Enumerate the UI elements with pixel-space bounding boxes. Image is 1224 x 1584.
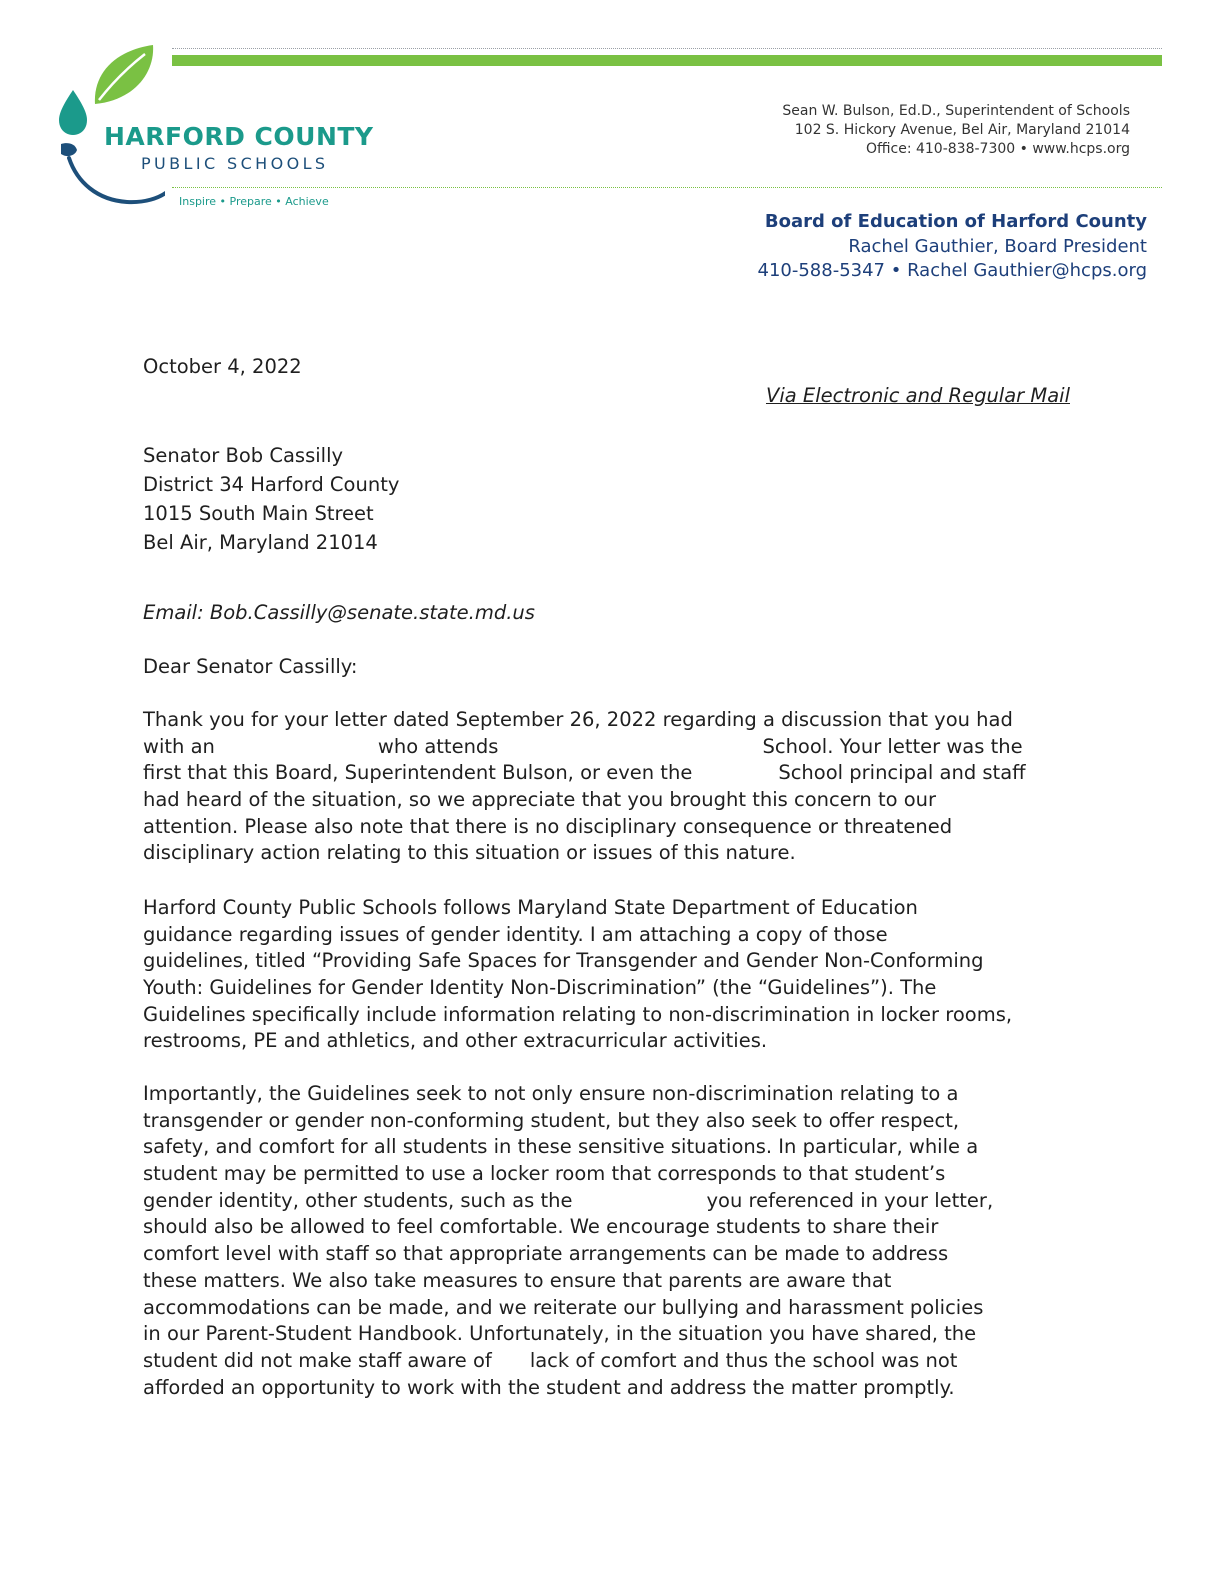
address-line: Senator Bob Cassilly bbox=[143, 444, 344, 467]
paragraph-line: in our Parent-Student Handbook. Unfortunately, in the situation you have shared, the bbox=[143, 1322, 977, 1346]
org-tagline: Inspire • Prepare • Achieve bbox=[179, 195, 329, 208]
paragraph-line: gender identity, other students, such as the you referenced in your letter, bbox=[143, 1188, 994, 1212]
paragraph-line: restrooms, PE and athletics, and other extracurricular activities. bbox=[143, 1029, 768, 1053]
salutation: Dear Senator Cassilly: bbox=[143, 655, 358, 678]
paragraph-line: student did not make staff aware of lack of comfort and thus the school was not bbox=[143, 1348, 958, 1372]
paragraph-line: had heard of the situation, so we appreciate that you brought this concern to our bbox=[143, 788, 937, 812]
paragraph-3 bbox=[143, 1081, 1083, 1401]
paragraph-line: disciplinary action relating to this situation or issues of this nature. bbox=[143, 841, 796, 865]
board-title: Board of Education of Harford County bbox=[764, 211, 1147, 232]
board-info bbox=[758, 210, 1148, 284]
board-president: Rachel Gauthier, Board President bbox=[848, 235, 1147, 257]
address-line: District 34 Harford County bbox=[143, 473, 400, 496]
paragraph-1 bbox=[143, 707, 1083, 867]
recipient-address bbox=[143, 441, 399, 557]
recipient-email: Email: Bob.Cassilly@senate.state.md.us bbox=[143, 601, 535, 624]
address-line: Bel Air, Maryland 21014 bbox=[143, 531, 378, 554]
header-divider bbox=[172, 187, 1162, 188]
address-line: 1015 South Main Street bbox=[143, 502, 374, 525]
superintendent-address: 102 S. Hickory Avenue, Bel Air, Maryland 21014 bbox=[794, 122, 1130, 138]
org-name: HARFORD COUNTY bbox=[104, 122, 374, 151]
header-green-bar bbox=[172, 55, 1162, 66]
paragraph-2 bbox=[143, 895, 1083, 1055]
superintendent-contact: Office: 410-838-7300 • www.hcps.org bbox=[865, 141, 1130, 157]
paragraph-line: should also be allowed to feel comfortable. We encourage students to share their bbox=[143, 1215, 939, 1239]
board-contact: 410-588-5347 • Rachel Gauthier@hcps.org bbox=[757, 260, 1147, 281]
paragraph-line: Youth: Guidelines for Gender Identity Non-Discrimination” (the “Guidelines”). The bbox=[143, 976, 937, 1000]
paragraph-line: Thank you for your letter dated September 26, 2022 regarding a discussion that you had bbox=[143, 708, 1013, 731]
delivery-method: Via Electronic and Regular Mail bbox=[765, 384, 1070, 407]
paragraph-line: safety, and comfort for all students in these sensitive situations. In particular, while a bbox=[143, 1135, 979, 1159]
letter-date: October 4, 2022 bbox=[143, 355, 302, 378]
paragraph-line: afforded an opportunity to work with the student and address the matter promptly. bbox=[143, 1375, 955, 1399]
paragraph-line: comfort level with staff so that appropriate arrangements can be made to address bbox=[143, 1242, 949, 1266]
paragraph-line: first that this Board, Superintendent Bulson, or even the School principal and staff bbox=[143, 761, 1026, 785]
paragraph-line: student may be permitted to use a locker room that corresponds to that student’s bbox=[143, 1162, 946, 1186]
paragraph-line: Importantly, the Guidelines seek to not only ensure non-discrimination relating to a bbox=[143, 1082, 959, 1105]
paragraph-line: accommodations can be made, and we reiterate our bullying and harassment policies bbox=[143, 1295, 984, 1319]
paragraph-line: attention. Please also note that there is no disciplinary consequence or threatened bbox=[143, 814, 953, 838]
header-dotted-line bbox=[172, 48, 1162, 49]
paragraph-line: guidelines, titled “Providing Safe Spaces for Transgender and Gender Non-Conforming bbox=[143, 949, 984, 973]
paragraph-line: Guidelines specifically include information relating to non-discrimination in locker rooms, bbox=[143, 1002, 1013, 1026]
paragraph-line: Harford County Public Schools follows Maryland State Department of Education bbox=[143, 896, 918, 919]
paragraph-line: transgender or gender non-conforming student, but they also seek to offer respect, bbox=[143, 1108, 960, 1132]
superintendent-name: Sean W. Bulson, Ed.D., Superintendent of Schools bbox=[782, 103, 1130, 119]
paragraph-line: these matters. We also take measures to ensure that parents are aware that bbox=[143, 1268, 892, 1292]
org-subtitle: PUBLIC SCHOOLS bbox=[141, 154, 329, 173]
paragraph-line: guidance regarding issues of gender identity. I am attaching a copy of those bbox=[143, 922, 888, 946]
superintendent-info bbox=[782, 102, 1130, 159]
paragraph-line: with an who attends School. Your letter was the bbox=[143, 734, 1023, 758]
